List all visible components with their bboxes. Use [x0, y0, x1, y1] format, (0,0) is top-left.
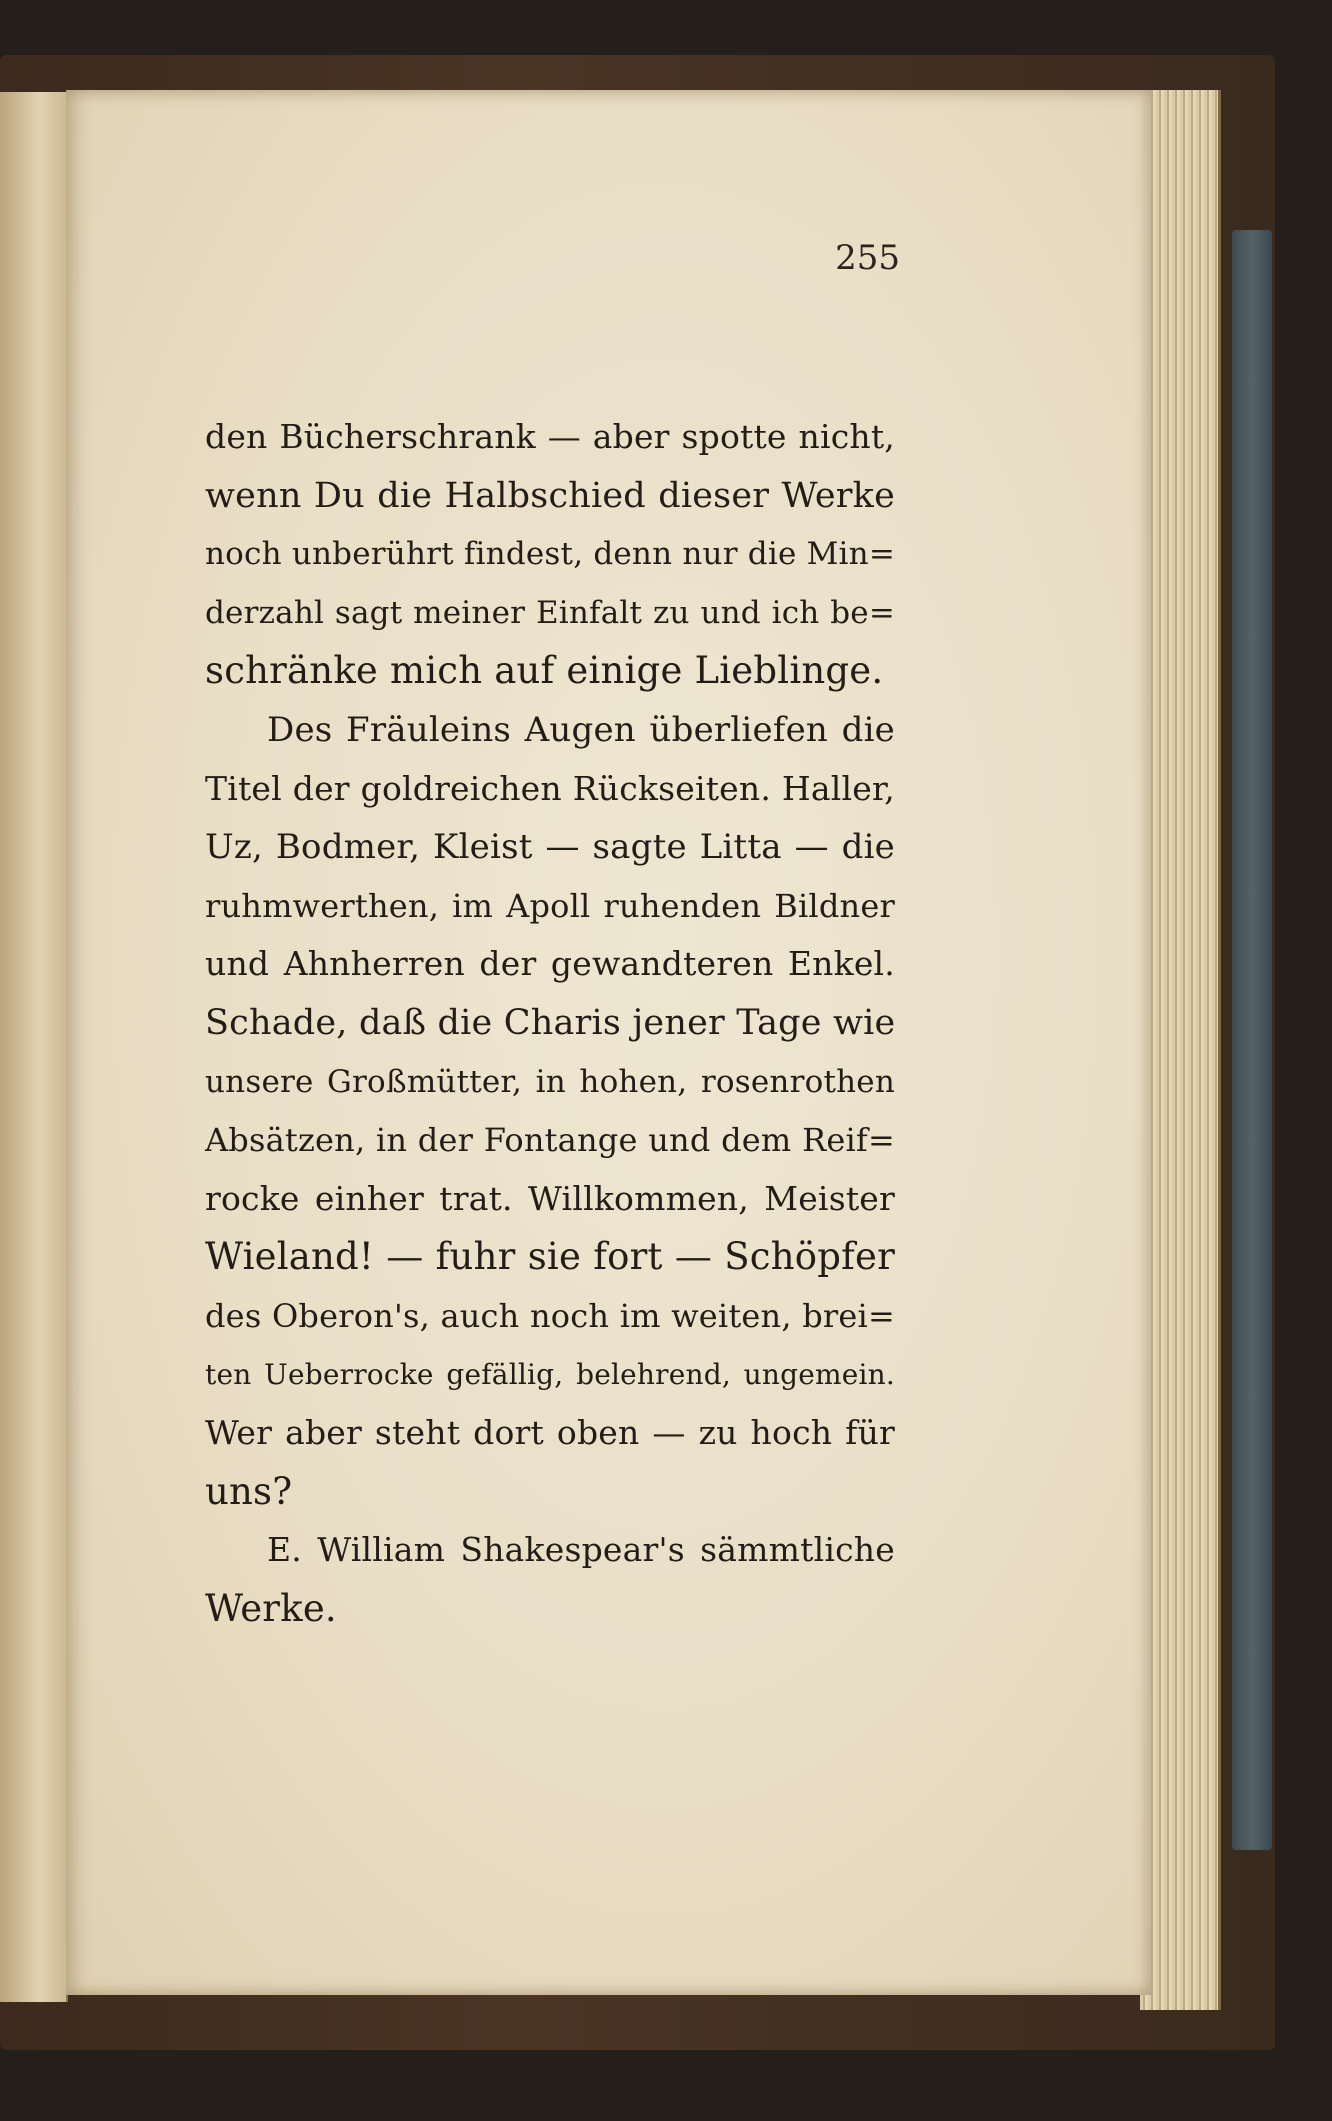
page-stack-edge	[1140, 90, 1221, 2010]
cover-edge	[1232, 230, 1272, 1850]
text-line: unsere Großmütter, in hohen, rosenrothen	[205, 1063, 895, 1100]
page-number: 255	[835, 238, 900, 278]
text-line: Absätzen, in der Fontange und dem Reif=	[205, 1121, 895, 1160]
text-line: Schade, daß die Charis jener Tage wie	[205, 1002, 896, 1043]
text-line: Titel der goldreichen Rückseiten. Haller,	[205, 768, 895, 808]
text-line: schränke mich auf einige Lieblinge.	[205, 649, 884, 693]
text-line: den Bücherschrank — aber spotte nicht,	[205, 417, 895, 456]
text-line: rocke einher trat. Willkommen, Meister	[205, 1178, 895, 1218]
text-line: derzahl sagt meiner Einfalt zu und ich be=	[205, 594, 895, 631]
text-line: ten Ueberrocke gefällig, belehrend, ungemein.	[205, 1357, 895, 1391]
text-line: Werke.	[205, 1586, 337, 1630]
text-line: noch unberührt findest, denn nur die Min=	[205, 536, 895, 573]
body-text	[205, 408, 895, 1638]
text-line: Wieland! — fuhr sie fort — Schöpfer	[205, 1235, 895, 1279]
previous-page-edge	[0, 92, 68, 2002]
text-line: Uz, Bodmer, Kleist — sagte Litta — die	[205, 827, 895, 868]
text-line: des Oberon's, auch noch im weiten, brei=	[205, 1296, 895, 1335]
text-line: und Ahnherren der gewandteren Enkel.	[205, 944, 895, 984]
text-line: ruhmwerthen, im Apoll ruhenden Bildner	[205, 886, 895, 925]
text-line: Des Fräuleins Augen überliefen die	[267, 709, 895, 750]
text-line: E. William Shakespear's sämmtliche	[267, 1530, 895, 1570]
text-line: wenn Du die Halbschied dieser Werke	[205, 475, 895, 516]
text-line: Wer aber steht dort oben — zu hoch für	[205, 1413, 895, 1453]
text-line: uns?	[205, 1469, 293, 1513]
